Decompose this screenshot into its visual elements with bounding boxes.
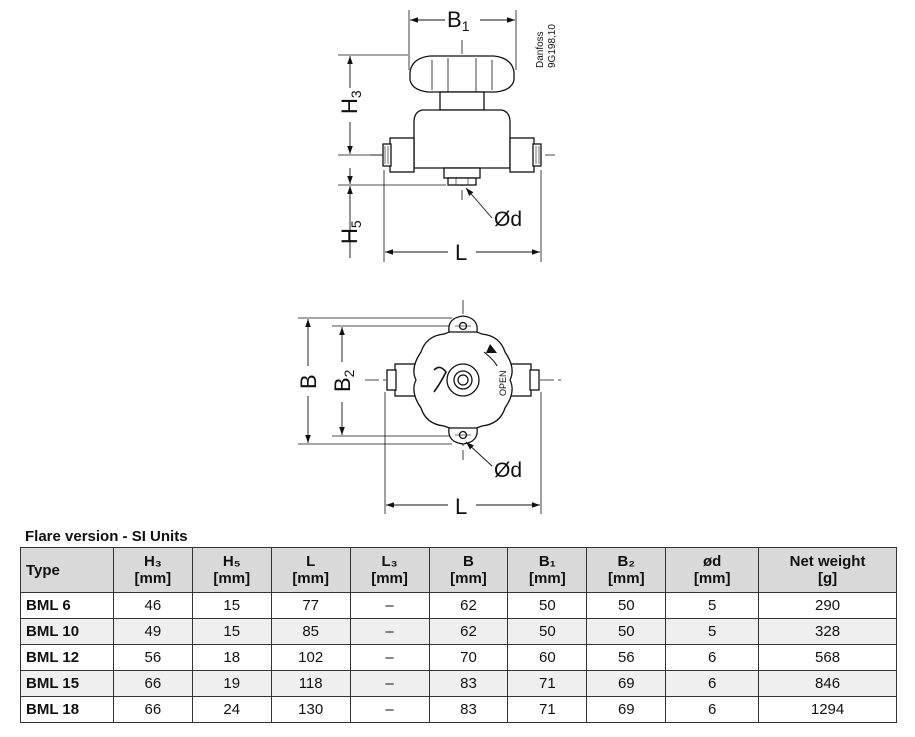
table-row	[21, 697, 897, 723]
type-cell: BML 18	[21, 697, 114, 723]
value-cell: 66	[113, 697, 192, 723]
value-cell: 15	[192, 619, 271, 645]
value-cell: –	[350, 671, 429, 697]
value-cell: 50	[508, 619, 587, 645]
value-cell: 290	[759, 593, 897, 619]
drawing-code-label: 9G198,10	[547, 24, 558, 68]
header-label: L	[306, 553, 316, 570]
value-cell: 62	[429, 619, 508, 645]
dim-b2-label: B2	[330, 369, 357, 392]
value-cell: 69	[587, 671, 666, 697]
table-row	[21, 619, 897, 645]
header-column	[350, 548, 429, 593]
header-column	[666, 548, 759, 593]
header-column	[508, 548, 587, 593]
table-title: Flare version - SI Units	[25, 528, 188, 545]
value-cell: 6	[666, 671, 759, 697]
value-cell: 130	[271, 697, 350, 723]
table-header-row	[21, 548, 897, 593]
header-column	[759, 548, 897, 593]
header-unit: [mm]	[371, 570, 408, 587]
value-cell: 50	[508, 593, 587, 619]
value-cell: 15	[192, 593, 271, 619]
header-unit: [g]	[817, 570, 838, 587]
dim-l-label-top: L	[455, 494, 468, 519]
value-cell: 83	[429, 671, 508, 697]
value-cell: 24	[192, 697, 271, 723]
dim-d-label-top: Ød	[494, 459, 523, 482]
value-cell: 19	[192, 671, 271, 697]
header-label: B₂	[617, 553, 636, 570]
value-cell: 50	[587, 593, 666, 619]
value-cell: 69	[587, 697, 666, 723]
header-column	[587, 548, 666, 593]
value-cell: 49	[113, 619, 192, 645]
value-cell: 71	[508, 697, 587, 723]
value-cell: 18	[192, 645, 271, 671]
open-label: OPEN	[498, 370, 508, 396]
top-view	[298, 300, 565, 514]
header-label: B₁	[538, 553, 556, 570]
header-column	[271, 548, 350, 593]
value-cell: 568	[759, 645, 897, 671]
value-cell: 5	[666, 619, 759, 645]
type-cell: BML 12	[21, 645, 114, 671]
type-cell: BML 6	[21, 593, 114, 619]
value-cell: –	[350, 593, 429, 619]
header-label: H₃	[143, 553, 162, 570]
header-type	[21, 548, 114, 593]
header-label: Type	[26, 561, 60, 579]
value-cell: 5	[666, 593, 759, 619]
header-unit: [mm]	[292, 570, 329, 587]
table-row	[21, 671, 897, 697]
table-row	[21, 645, 897, 671]
value-cell: –	[350, 697, 429, 723]
value-cell: 846	[759, 671, 897, 697]
spec-table	[20, 547, 897, 723]
value-cell: 60	[508, 645, 587, 671]
brand-label: Danfoss	[535, 31, 546, 68]
value-cell: 6	[666, 697, 759, 723]
table-row	[21, 593, 897, 619]
type-cell: BML 15	[21, 671, 114, 697]
value-cell: 77	[271, 593, 350, 619]
value-cell: 56	[113, 645, 192, 671]
header-column	[192, 548, 271, 593]
value-cell: 85	[271, 619, 350, 645]
value-cell: 50	[587, 619, 666, 645]
header-label: H₅	[222, 553, 241, 570]
value-cell: 46	[113, 593, 192, 619]
value-cell: 70	[429, 645, 508, 671]
value-cell: 66	[113, 671, 192, 697]
value-cell: 6	[666, 645, 759, 671]
dim-l-label: L	[455, 240, 468, 265]
value-cell: 102	[271, 645, 350, 671]
dim-b-label: B	[296, 374, 321, 389]
value-cell: 328	[759, 619, 897, 645]
header-column	[113, 548, 192, 593]
dim-h5-label: H5	[337, 220, 364, 244]
value-cell: 83	[429, 697, 508, 723]
dim-d-label: Ød	[494, 208, 523, 231]
header-unit: [mm]	[607, 570, 645, 587]
dim-h3-label: H3	[337, 90, 364, 114]
header-unit: [mm]	[213, 570, 251, 587]
header-label: L₃	[381, 553, 398, 570]
header-label: B	[463, 553, 474, 570]
side-view	[338, 10, 555, 262]
header-column	[429, 548, 508, 593]
header-label: ød	[703, 553, 722, 570]
header-unit: [mm]	[693, 570, 731, 587]
value-cell: 56	[587, 645, 666, 671]
header-label: Net weight	[789, 553, 866, 570]
value-cell: 118	[271, 671, 350, 697]
header-unit: [mm]	[529, 570, 566, 587]
value-cell: –	[350, 619, 429, 645]
value-cell: 71	[508, 671, 587, 697]
value-cell: 1294	[759, 697, 897, 723]
header-unit: [mm]	[134, 570, 172, 587]
table-body	[21, 593, 897, 723]
value-cell: –	[350, 645, 429, 671]
dim-b1-label: B1	[447, 7, 470, 34]
header-unit: [mm]	[450, 570, 487, 587]
value-cell: 62	[429, 593, 508, 619]
type-cell: BML 10	[21, 619, 114, 645]
